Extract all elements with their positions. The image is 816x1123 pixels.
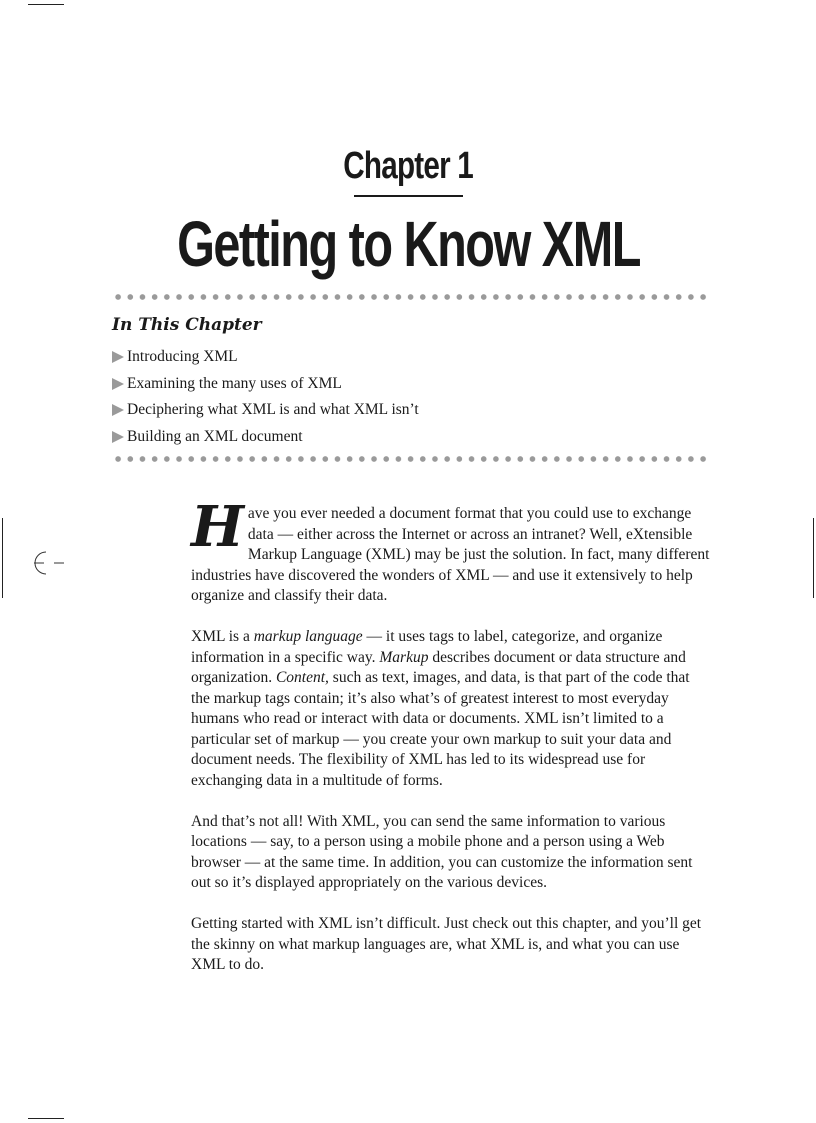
intro-paragraph: Have you ever needed a document format that you could use to exchange data — either across the Internet or across an intranet? Well, eXtensible Markup Language (XML) may be just the solution. In fact, many different industries have discovered the wonders of XML — and use it extensively to help organize and classify their data. — [191, 494, 710, 604]
crop-mark-left-edge — [2, 518, 3, 598]
list-item: Examining the many uses of XML — [112, 371, 419, 398]
triangle-bullet-icon — [112, 404, 124, 416]
chapter-body — [191, 494, 711, 996]
dotted-divider-top — [112, 292, 708, 302]
chapter-title: Getting to Know XML — [176, 208, 640, 280]
list-item: Introducing XML — [112, 344, 419, 371]
getting-started-paragraph: Getting started with XML isn’t difficult. Just check out this chapter, and you’ll get the skinny on what markup languages are, what XML is, and what you can use XML to do. — [191, 915, 702, 973]
crop-mark-top-left — [28, 4, 64, 5]
list-item: Building an XML document — [112, 424, 419, 451]
triangle-bullet-icon — [112, 351, 124, 363]
chapter-underline — [354, 195, 463, 197]
triangle-bullet-icon — [112, 431, 124, 443]
list-item: Deciphering what XML is and what XML isn’t — [112, 397, 419, 424]
dotted-divider-bottom — [112, 454, 708, 464]
crop-mark-bottom-left — [28, 1118, 64, 1119]
devices-paragraph: And that’s not all! With XML, you can send the same information to various locations — say, to a person using a mobile phone and a person using a Web browser — at the same time. In addition, you can customize the information sent out so it’s displayed appropriately on the various devices. — [191, 812, 693, 891]
drop-cap: H — [191, 494, 244, 560]
triangle-bullet-icon — [112, 378, 124, 390]
crop-mark-right-edge — [813, 518, 814, 598]
markup-paragraph: XML is a markup language — it uses tags to label, categorize, and organize information in a specific way. Markup describes document or data structure and organization. Content, such as text, images, and data, is that part of the code that the markup tags contain; it’s also what’s of greatest interest to most everyday humans who read or interact with data or documents. XML isn’t limited to a particular set of markup — you create your own markup to suit your data and document needs. The flexibility of XML has led to its widespread use for exchanging data in a multitude of forms. — [191, 628, 690, 789]
in-this-chapter-list — [112, 344, 419, 450]
registration-mark-icon — [32, 548, 66, 578]
in-this-chapter-heading: In This Chapter — [112, 315, 262, 335]
chapter-label: Chapter 1 — [343, 145, 473, 187]
